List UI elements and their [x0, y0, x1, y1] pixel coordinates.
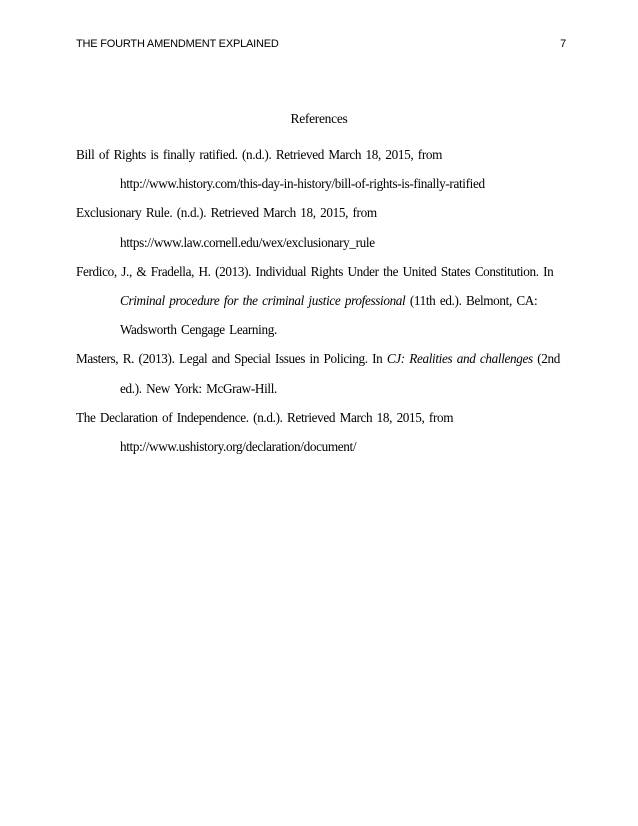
reference-url: https://www.law.cornell.edu/wex/exclusionary_rule — [120, 234, 375, 250]
reference-entry — [76, 257, 556, 345]
reference-line: Ferdico, J., & Fradella, H. (2013). Individual Rights Under the United States Constitution. In — [76, 263, 554, 279]
running-head-title: THE FOURTH AMENDMENT EXPLAINED — [76, 38, 279, 50]
reference-book-title: CJ: Realities and challenges — [386, 351, 533, 367]
reference-list — [76, 140, 561, 461]
reference-book-title: Criminal procedure for the criminal justice professional — [120, 292, 406, 308]
reference-entry — [76, 344, 561, 402]
reference-line — [76, 344, 561, 373]
reference-url: http://www.ushistory.org/declaration/document/ — [120, 438, 357, 454]
reference-line: Wadsworth Cengage Learning. — [120, 322, 277, 338]
reference-author-title: Masters, R. (2013). Legal and Special Issues in Policing. In — [76, 351, 387, 367]
reference-line: Exclusionary Rule. (n.d.). Retrieved March 18, 2015, from — [76, 205, 377, 221]
reference-line: ed.). New York: McGraw-Hill. — [120, 380, 277, 396]
reference-line: The Declaration of Independence. (n.d.). Retrieved March 18, 2015, from — [76, 409, 454, 425]
reference-line — [76, 286, 556, 315]
reference-publication-info: (11th ed.). Belmont, CA: — [405, 292, 538, 308]
reference-url: http://www.history.com/this-day-in-history/bill-of-rights-is-finally-ratified — [120, 176, 485, 192]
reference-line: Bill of Rights is finally ratified. (n.d.). Retrieved March 18, 2015, from — [76, 147, 443, 162]
reference-entry — [76, 198, 556, 256]
references-heading: References — [290, 111, 348, 126]
running-header — [76, 38, 566, 52]
page-number: 7 — [560, 38, 566, 50]
reference-edition: (2nd — [532, 351, 561, 367]
reference-entry — [76, 403, 556, 461]
reference-entry — [76, 140, 556, 198]
